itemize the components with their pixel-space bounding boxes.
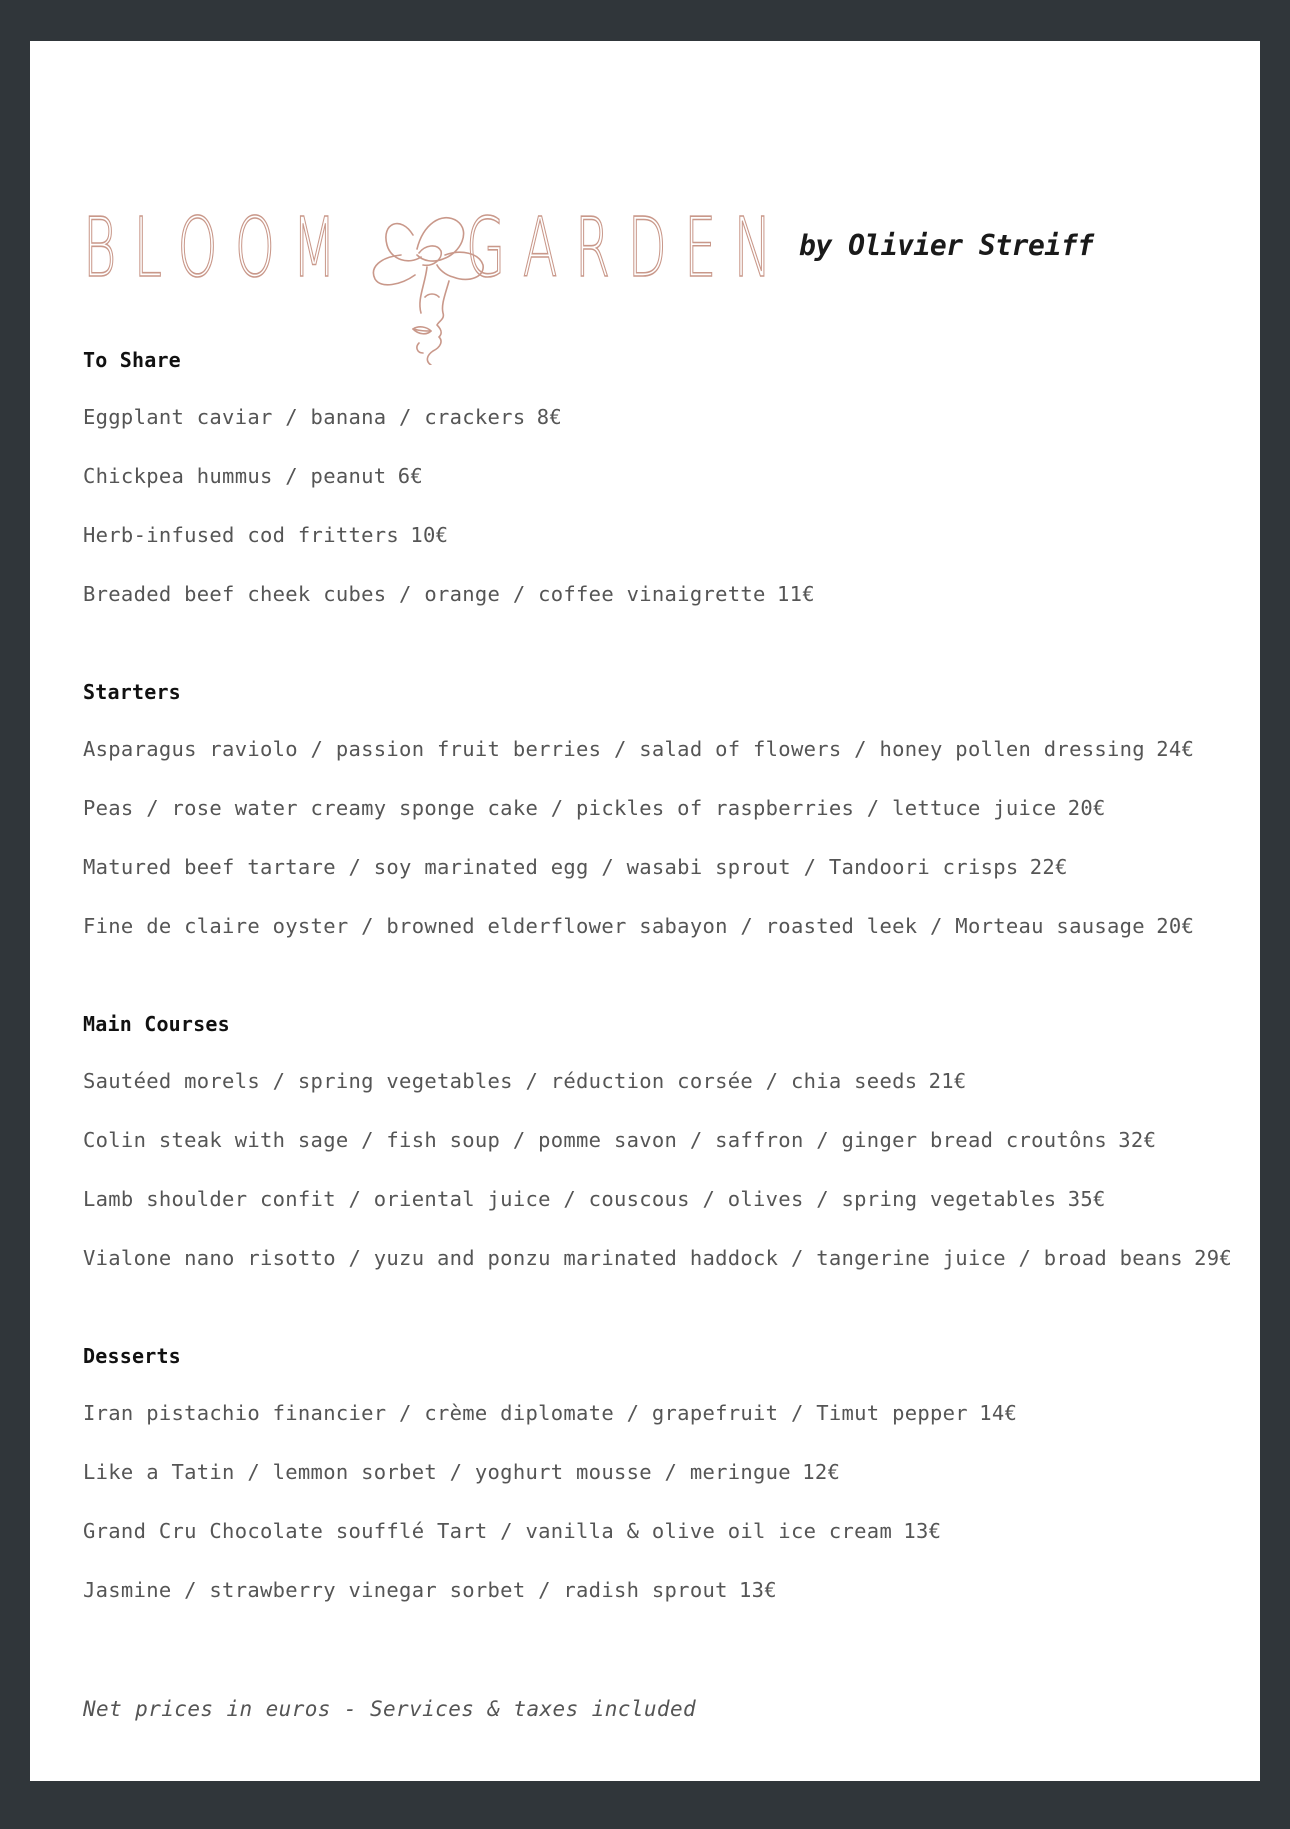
dish-name: Matured beef tartare / soy marinated egg / wasabi sprout / Tandoori crisps bbox=[83, 855, 1019, 879]
menu-item bbox=[83, 1229, 1253, 1288]
menu-page bbox=[30, 41, 1260, 1781]
dish-price: 20€ bbox=[1067, 796, 1106, 820]
dish-name: Sautéed morels / spring vegetables / réduction corsée / chia seeds bbox=[83, 1069, 918, 1093]
dish-price: 21€ bbox=[928, 1069, 967, 1093]
dish-name: Jasmine / strawberry vinegar sorbet / radish sprout bbox=[83, 1578, 728, 1602]
menu-item bbox=[83, 1052, 1253, 1111]
menu-item bbox=[83, 1443, 1253, 1502]
dish-name: Fine de claire oyster / browned elderflower sabayon / roasted leek / Morteau sausage bbox=[83, 914, 1145, 938]
menu-list bbox=[83, 333, 1253, 1661]
dish-price: 10€ bbox=[410, 523, 449, 547]
dish-name: Herb-infused cod fritters bbox=[83, 523, 400, 547]
price-footnote: Net prices in euros - Services & taxes included bbox=[83, 1697, 697, 1721]
menu-item bbox=[83, 838, 1253, 897]
dish-price: 6€ bbox=[397, 464, 423, 488]
dish-name: Grand Cru Chocolate soufflé Tart / vanilla & olive oil ice cream bbox=[83, 1519, 893, 1543]
section-desserts bbox=[83, 1329, 1253, 1620]
section-title: Starters bbox=[83, 680, 181, 704]
dish-price: 12€ bbox=[802, 1460, 841, 1484]
dish-name: Chickpea hummus / peanut bbox=[83, 464, 387, 488]
dish-price: 14€ bbox=[979, 1401, 1018, 1425]
dish-price: 20€ bbox=[1156, 914, 1195, 938]
section-title: Main Courses bbox=[83, 1012, 230, 1036]
dish-price: 32€ bbox=[1118, 1128, 1157, 1152]
dish-name: Vialone nano risotto / yuzu and ponzu marinated haddock / tangerine juice / broad beans bbox=[83, 1246, 1183, 1270]
section-starters bbox=[83, 665, 1253, 956]
dish-price: 8€ bbox=[536, 405, 563, 429]
dish-name: Asparagus raviolo / passion fruit berries / salad of flowers / honey pollen dressing bbox=[83, 737, 1145, 761]
chef-byline: by Olivier Streiff bbox=[799, 229, 1094, 262]
brand-header bbox=[83, 123, 1094, 313]
section-title: To Share bbox=[83, 348, 181, 372]
dish-price: 13€ bbox=[739, 1578, 777, 1602]
dish-price: 24€ bbox=[1156, 737, 1195, 761]
menu-item bbox=[83, 447, 1253, 506]
menu-item bbox=[83, 1502, 1253, 1561]
menu-item bbox=[83, 779, 1253, 838]
dish-price: 13€ bbox=[903, 1519, 942, 1543]
dish-price: 35€ bbox=[1067, 1187, 1106, 1211]
menu-item bbox=[83, 897, 1253, 956]
logo-word-left: BLOOM bbox=[83, 201, 354, 296]
menu-item bbox=[83, 565, 1253, 624]
dish-name: Peas / rose water creamy sponge cake / pickles of raspberries / lettuce juice bbox=[83, 796, 1057, 820]
section-to-share bbox=[83, 333, 1253, 624]
menu-item bbox=[83, 720, 1253, 779]
dish-name: Breaded beef cheek cubes / orange / coffee vinaigrette bbox=[83, 582, 766, 606]
dish-price: 29€ bbox=[1194, 1246, 1233, 1270]
menu-item bbox=[83, 1111, 1253, 1170]
menu-item bbox=[83, 1561, 1253, 1620]
menu-item bbox=[83, 506, 1253, 565]
dish-price: 11€ bbox=[776, 582, 815, 606]
dish-price: 22€ bbox=[1029, 855, 1068, 879]
dish-name: Colin steak with sage / fish soup / pomme savon / saffron / ginger bread croutôns bbox=[83, 1128, 1108, 1152]
menu-item bbox=[83, 388, 1253, 447]
dish-name: Lamb shoulder confit / oriental juice / couscous / olives / spring vegetables bbox=[83, 1187, 1057, 1211]
dish-name: Iran pistachio financier / crème diplomate / grapefruit / Timut pepper bbox=[83, 1401, 968, 1425]
logo-word-right: GARDEN bbox=[466, 201, 789, 296]
section-title: Desserts bbox=[83, 1344, 181, 1368]
dish-name: Like a Tatin / lemmon sorbet / yoghurt mousse / meringue bbox=[83, 1460, 791, 1484]
menu-item bbox=[83, 1384, 1253, 1443]
menu-item bbox=[83, 1170, 1253, 1229]
dish-name: Eggplant caviar / banana / crackers bbox=[83, 405, 526, 429]
section-main-courses bbox=[83, 997, 1253, 1288]
